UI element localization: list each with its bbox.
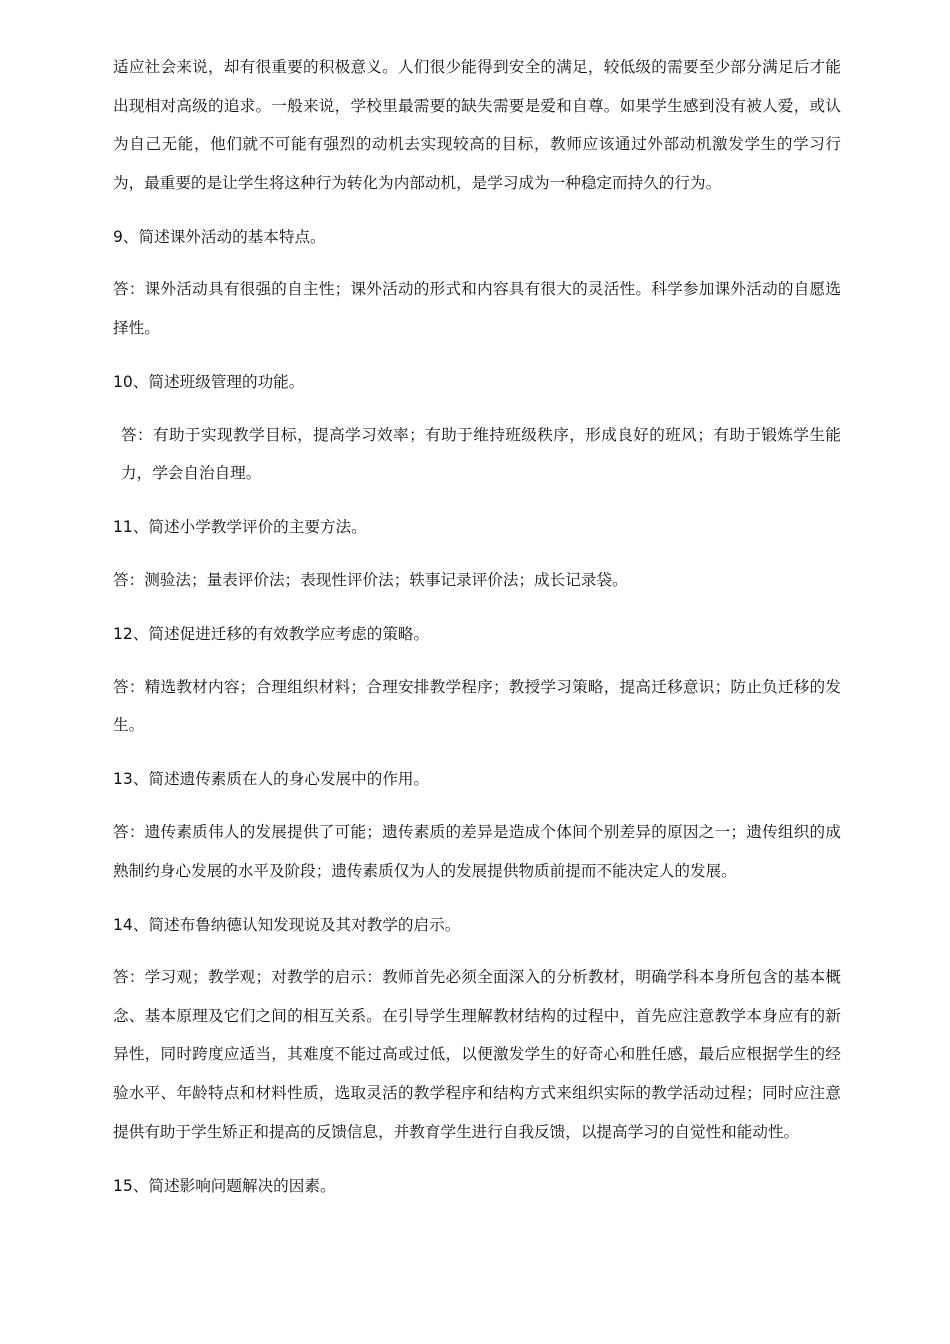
- answer-11: 答：测验法；量表评价法；表现性评价法；轶事记录评价法；成长记录袋。: [113, 571, 628, 590]
- question-13: 13、简述遗传素质在人的身心发展中的作用。: [113, 770, 430, 789]
- document-page: [113, 48, 841, 1219]
- answer-12: 答：精选教材内容；合理组织材料；合理安排教学程序；教授学习策略，提高迁移意识；防止负迁移的发生。: [113, 677, 841, 735]
- answer-10: 答：有助于实现教学目标，提高学习效率；有助于维持班级秩序，形成良好的班风；有助于锻炼学生能力，学会自治自理。: [121, 425, 841, 483]
- question-14: 14、简述布鲁纳德认知发现说及其对教学的启示。: [113, 915, 461, 934]
- answer-paragraph-8-continued: 适应社会来说，却有很重要的积极意义。人们很少能得到安全的满足，较低级的需要至少部分满足后才能出现相对高级的追求。一般来说，学校里最需要的缺失需要是爱和自尊。如果学生感到没有被人爱，或认为自己无能，他们就不可能有强烈的动机去实现较高的目标，教师应该通过外部动机激发学生的学习行为，最重要的是让学生将这种行为转化为内部动机，是学习成为一种稳定而持久的行为。: [113, 58, 841, 192]
- answer-9: 答：课外活动具有很强的自主性；课外活动的形式和内容具有很大的灵活性。科学参加课外活动的自愿选择性。: [113, 280, 841, 338]
- answer-14: 答：学习观；教学观；对教学的启示：教师首先必须全面深入的分析教材，明确学科本身所包含的基本概念、基本原理及它们之间的相互关系。在引导学生理解教材结构的过程中，首先应注意教学本身应有的新异性，同时跨度应适当，其难度不能过高或过低，以便激发学生的好奇心和胜任感，最后应根据学生的经验水平、年龄特点和材料性质，选取灵活的教学程序和结构方式来组织实际的教学活动过程；同时应注意提供有助于学生矫正和提高的反馈信息，并教育学生进行自我反馈，以提高学习的自觉性和能动性。: [113, 968, 841, 1141]
- question-10: 10、简述班级管理的功能。: [113, 373, 305, 392]
- question-12: 12、简述促进迁移的有效教学应考虑的策略。: [113, 625, 430, 644]
- question-9: 9、简述课外活动的基本特点。: [113, 227, 326, 246]
- question-15: 15、简述影响问题解决的因素。: [113, 1176, 336, 1195]
- question-11: 11、简述小学教学评价的主要方法。: [113, 518, 367, 537]
- answer-13: 答：遗传素质伟人的发展提供了可能；遗传素质的差异是造成个体间个别差异的原因之一；遗传组织的成熟制约身心发展的水平及阶段；遗传素质仅为人的发展提供物质前提而不能决定人的发展。: [113, 823, 841, 880]
